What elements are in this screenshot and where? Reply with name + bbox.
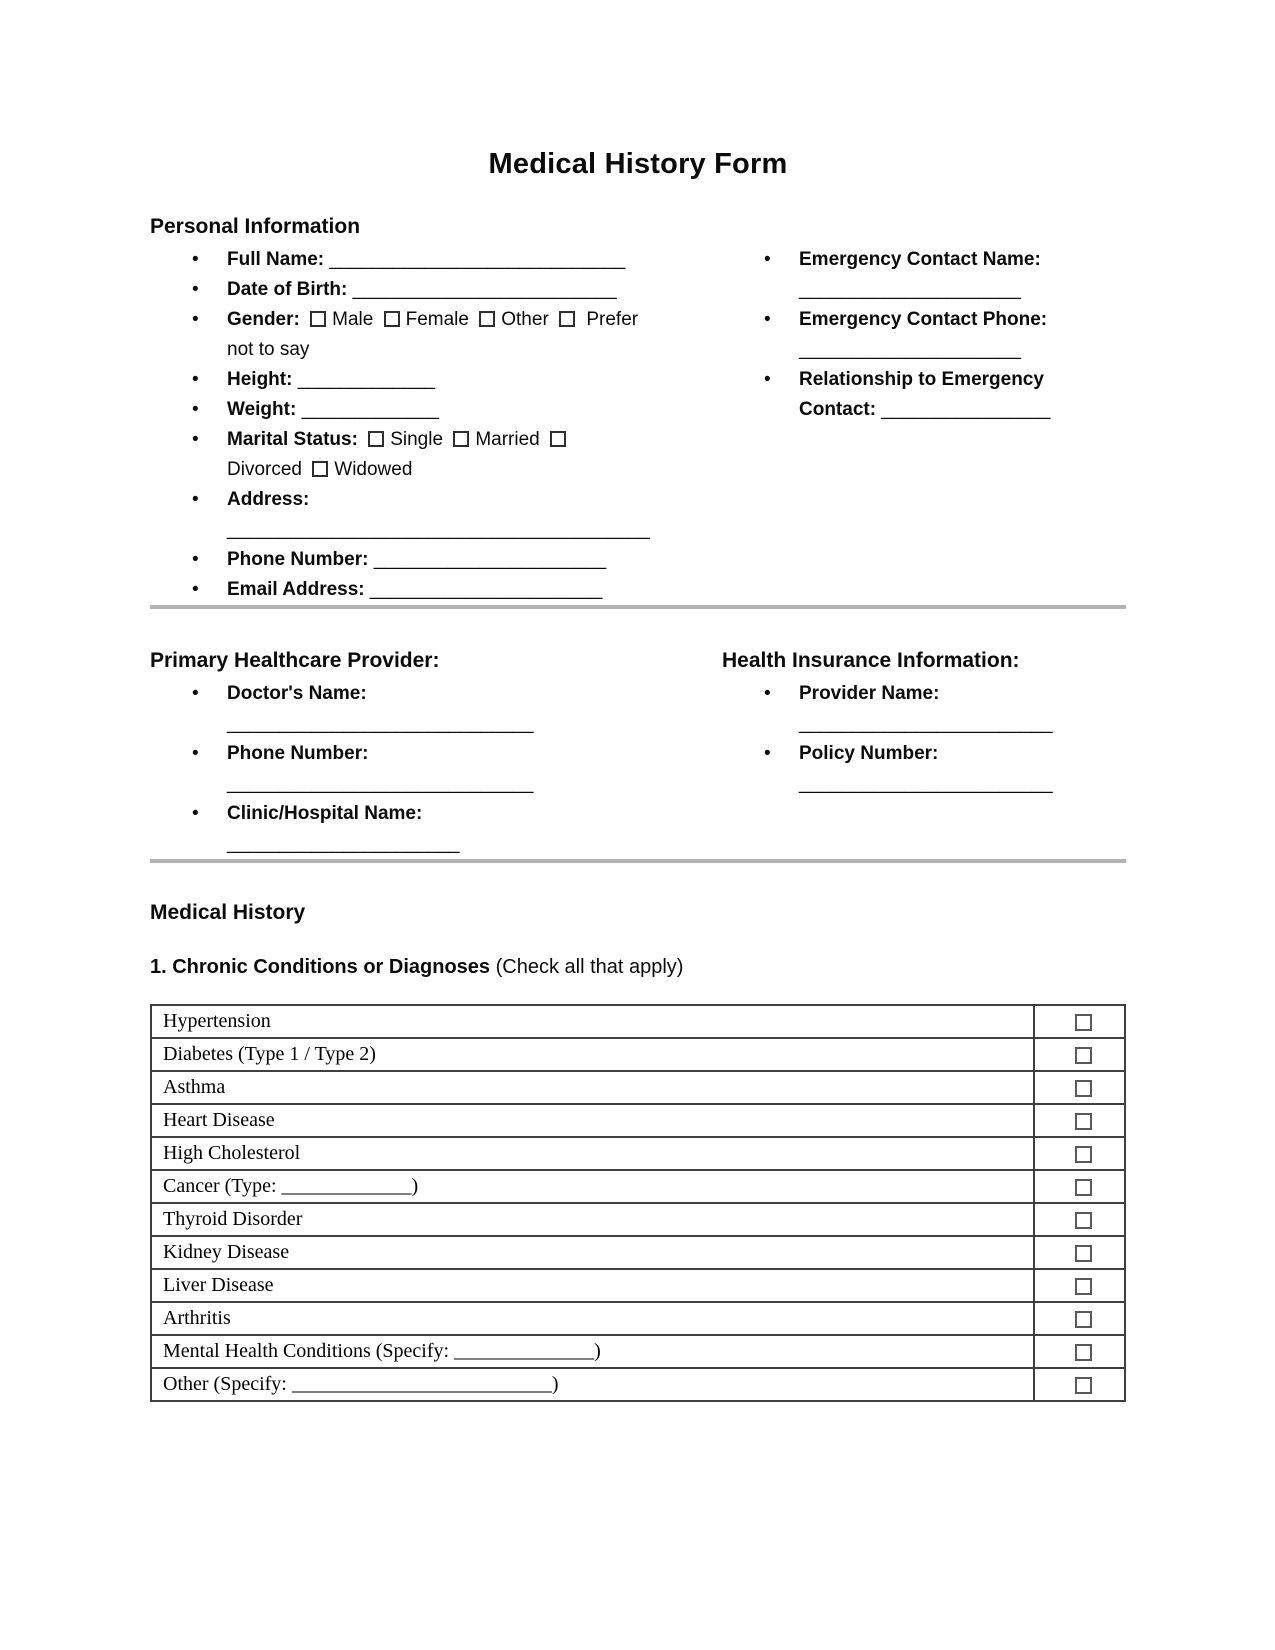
insurance-provider-name-label: Provider Name: <box>799 683 940 704</box>
bullet-icon: • <box>192 803 199 824</box>
table-row <box>151 1137 1125 1170</box>
bullet-icon: • <box>764 309 771 330</box>
medical-history-heading: Medical History <box>150 901 306 924</box>
date-of-birth-label: Date of Birth: <box>227 279 348 300</box>
list-item-emergency-contact-name <box>722 245 1126 305</box>
section-divider <box>150 859 1126 863</box>
date-of-birth-blank-field[interactable]: _________________________ <box>352 279 617 300</box>
personal-left-column <box>150 241 650 605</box>
gender-male-option-label: Male <box>332 309 374 330</box>
condition-label: Hypertension <box>151 1005 1034 1038</box>
condition-label: Cancer (Type: _____________) <box>151 1170 1034 1203</box>
list-item-insurance-provider-name <box>722 679 1126 739</box>
condition-label: Kidney Disease <box>151 1236 1034 1269</box>
gender-female-checkbox-icon[interactable] <box>384 311 400 327</box>
condition-checkbox-cell <box>1034 1137 1125 1170</box>
bullet-icon: • <box>192 279 199 300</box>
gender-label: Gender: <box>227 309 300 330</box>
height-blank-field[interactable]: _____________ <box>297 369 436 390</box>
list-item-weight <box>150 395 650 425</box>
gender-other-checkbox-icon[interactable] <box>479 311 495 327</box>
bullet-icon: • <box>192 309 199 330</box>
gender-female-option-label: Female <box>405 309 469 330</box>
condition-checkbox-icon[interactable] <box>1075 1113 1092 1130</box>
insurance-list <box>722 679 1126 799</box>
bullet-icon: • <box>192 399 199 420</box>
gender-other-option-label: Other <box>501 309 549 330</box>
list-item-email-address <box>150 575 650 605</box>
bullet-icon: • <box>192 369 199 390</box>
bullet-icon: • <box>192 429 199 450</box>
condition-checkbox-icon[interactable] <box>1075 1212 1092 1229</box>
personal-information-heading: Personal Information <box>150 215 361 238</box>
bullet-icon: • <box>764 249 771 270</box>
list-item-relationship-to-emergency-contact <box>722 365 1126 425</box>
phone-number-label: Phone Number: <box>227 549 369 570</box>
list-item-full-name <box>150 245 650 275</box>
marital-single-option-label: Single <box>390 429 444 450</box>
table-row <box>151 1269 1125 1302</box>
gender-prefer-not-option-label: Prefer not to say <box>227 309 639 360</box>
condition-checkbox-cell <box>1034 1203 1125 1236</box>
condition-checkbox-cell <box>1034 1038 1125 1071</box>
personal-information-columns <box>150 241 1126 605</box>
table-row <box>151 1071 1125 1104</box>
bullet-icon: • <box>764 683 771 704</box>
address-label: Address: <box>227 489 310 510</box>
primary-healthcare-provider-heading: Primary Healthcare Provider: <box>150 649 440 672</box>
condition-checkbox-cell <box>1034 1368 1125 1401</box>
marital-widowed-option-label: Widowed <box>334 459 413 480</box>
condition-label: Liver Disease <box>151 1269 1034 1302</box>
condition-checkbox-icon[interactable] <box>1075 1014 1092 1031</box>
marital-divorced-option-label: Divorced <box>227 459 302 480</box>
policy-number-label: Policy Number: <box>799 743 939 764</box>
condition-label: Other (Specify: __________________________) <box>151 1368 1034 1401</box>
weight-blank-field[interactable]: _____________ <box>301 399 439 420</box>
emergency-contact-phone-blank-field[interactable]: _____________________ <box>799 339 1021 360</box>
table-row <box>151 1170 1125 1203</box>
list-item-emergency-contact-phone <box>722 305 1126 365</box>
bullet-icon: • <box>764 743 771 764</box>
list-item-address <box>150 485 650 545</box>
condition-checkbox-icon[interactable] <box>1075 1047 1092 1064</box>
doctors-name-blank-field[interactable]: _____________________________ <box>227 713 534 734</box>
condition-checkbox-icon[interactable] <box>1075 1311 1092 1328</box>
condition-checkbox-icon[interactable] <box>1075 1179 1092 1196</box>
list-item-doctors-name <box>150 679 620 739</box>
list-item-date-of-birth <box>150 275 650 305</box>
gender-prefer-not-checkbox-icon[interactable] <box>559 311 575 327</box>
condition-checkbox-icon[interactable] <box>1075 1146 1092 1163</box>
bullet-icon: • <box>192 743 199 764</box>
policy-number-blank-field[interactable]: ________________________ <box>799 773 1053 794</box>
personal-left-list <box>150 245 650 605</box>
condition-label: Mental Health Conditions (Specify: ______________) <box>151 1335 1034 1368</box>
table-row <box>151 1005 1125 1038</box>
personal-right-list <box>722 245 1126 425</box>
condition-checkbox-icon[interactable] <box>1075 1080 1092 1097</box>
marital-single-checkbox-icon[interactable] <box>368 431 384 447</box>
condition-checkbox-cell <box>1034 1071 1125 1104</box>
emergency-contact-name-blank-field[interactable]: _____________________ <box>799 279 1021 300</box>
health-insurance-information-heading: Health Insurance Information: <box>722 649 1020 672</box>
provider-phone-blank-field[interactable]: _____________________________ <box>227 773 534 794</box>
page-title: Medical History Form <box>488 148 788 180</box>
full-name-blank-field[interactable]: ____________________________ <box>329 249 626 270</box>
bullet-icon: • <box>192 579 199 600</box>
condition-checkbox-cell <box>1034 1269 1125 1302</box>
table-row <box>151 1302 1125 1335</box>
table-row <box>151 1038 1125 1071</box>
address-blank-field[interactable]: ________________________________________ <box>227 519 650 540</box>
relationship-to-emergency-contact-label: Relationship to Emergency Contact: <box>799 369 1044 420</box>
provider-phone-number-label: Phone Number: <box>227 743 369 764</box>
condition-checkbox-cell <box>1034 1104 1125 1137</box>
height-label: Height: <box>227 369 293 390</box>
table-row <box>151 1203 1125 1236</box>
condition-checkbox-cell <box>1034 1236 1125 1269</box>
table-row <box>151 1236 1125 1269</box>
provider-column <box>150 647 620 859</box>
insurance-provider-blank-field[interactable]: ________________________ <box>799 713 1053 734</box>
condition-checkbox-cell <box>1034 1302 1125 1335</box>
list-item-gender <box>150 305 650 365</box>
chronic-conditions-subheading-bold: 1. Chronic Conditions or Diagnoses <box>150 956 491 978</box>
condition-checkbox-icon[interactable] <box>1075 1245 1092 1262</box>
gender-male-checkbox-icon[interactable] <box>310 311 326 327</box>
condition-checkbox-icon[interactable] <box>1075 1377 1092 1394</box>
provider-list <box>150 679 620 859</box>
emergency-contact-phone-label: Emergency Contact Phone: <box>799 309 1048 330</box>
marital-status-label: Marital Status: <box>227 429 358 450</box>
bullet-icon: • <box>192 489 199 510</box>
chronic-conditions-subheading-note: (Check all that apply) <box>495 956 684 978</box>
email-address-blank-field[interactable]: ______________________ <box>369 579 603 600</box>
condition-checkbox-icon[interactable] <box>1075 1344 1092 1361</box>
chronic-conditions-subheading <box>150 953 1126 981</box>
condition-checkbox-cell <box>1034 1335 1125 1368</box>
condition-label: Diabetes (Type 1 / Type 2) <box>151 1038 1034 1071</box>
clinic-hospital-name-label: Clinic/Hospital Name: <box>227 803 423 824</box>
marital-married-option-label: Married <box>475 429 540 450</box>
provider-insurance-columns <box>150 647 1126 859</box>
condition-label: Asthma <box>151 1071 1034 1104</box>
weight-label: Weight: <box>227 399 297 420</box>
chronic-conditions-table <box>150 1004 1126 1402</box>
condition-checkbox-cell <box>1034 1170 1125 1203</box>
list-item-phone-number <box>150 545 650 575</box>
bullet-icon: • <box>764 369 771 390</box>
bullet-icon: • <box>192 549 199 570</box>
list-item-provider-phone-number <box>150 739 620 799</box>
phone-number-blank-field[interactable]: ______________________ <box>373 549 607 570</box>
marital-married-checkbox-icon[interactable] <box>453 431 469 447</box>
emergency-contact-name-label: Emergency Contact Name: <box>799 249 1041 270</box>
marital-widowed-checkbox-icon[interactable] <box>312 461 328 477</box>
email-address-label: Email Address: <box>227 579 365 600</box>
bullet-icon: • <box>192 683 199 704</box>
bullet-icon: • <box>192 249 199 270</box>
list-item-marital-status <box>150 425 650 485</box>
list-item-policy-number <box>722 739 1126 799</box>
table-row <box>151 1104 1125 1137</box>
condition-checkbox-cell <box>1034 1005 1125 1038</box>
insurance-column <box>722 647 1126 799</box>
table-row <box>151 1368 1125 1401</box>
condition-label: Arthritis <box>151 1302 1034 1335</box>
table-row <box>151 1335 1125 1368</box>
clinic-hospital-blank-field[interactable]: ______________________ <box>227 833 460 854</box>
relationship-blank-field[interactable]: ________________ <box>881 399 1051 420</box>
list-item-clinic-hospital-name <box>150 799 620 859</box>
condition-label: Heart Disease <box>151 1104 1034 1137</box>
doctors-name-label: Doctor's Name: <box>227 683 367 704</box>
full-name-label: Full Name: <box>227 249 325 270</box>
marital-divorced-checkbox-icon[interactable] <box>550 431 566 447</box>
condition-label: Thyroid Disorder <box>151 1203 1034 1236</box>
personal-right-column <box>722 241 1126 425</box>
list-item-height <box>150 365 650 395</box>
condition-checkbox-icon[interactable] <box>1075 1278 1092 1295</box>
condition-label: High Cholesterol <box>151 1137 1034 1170</box>
section-divider <box>150 605 1126 609</box>
